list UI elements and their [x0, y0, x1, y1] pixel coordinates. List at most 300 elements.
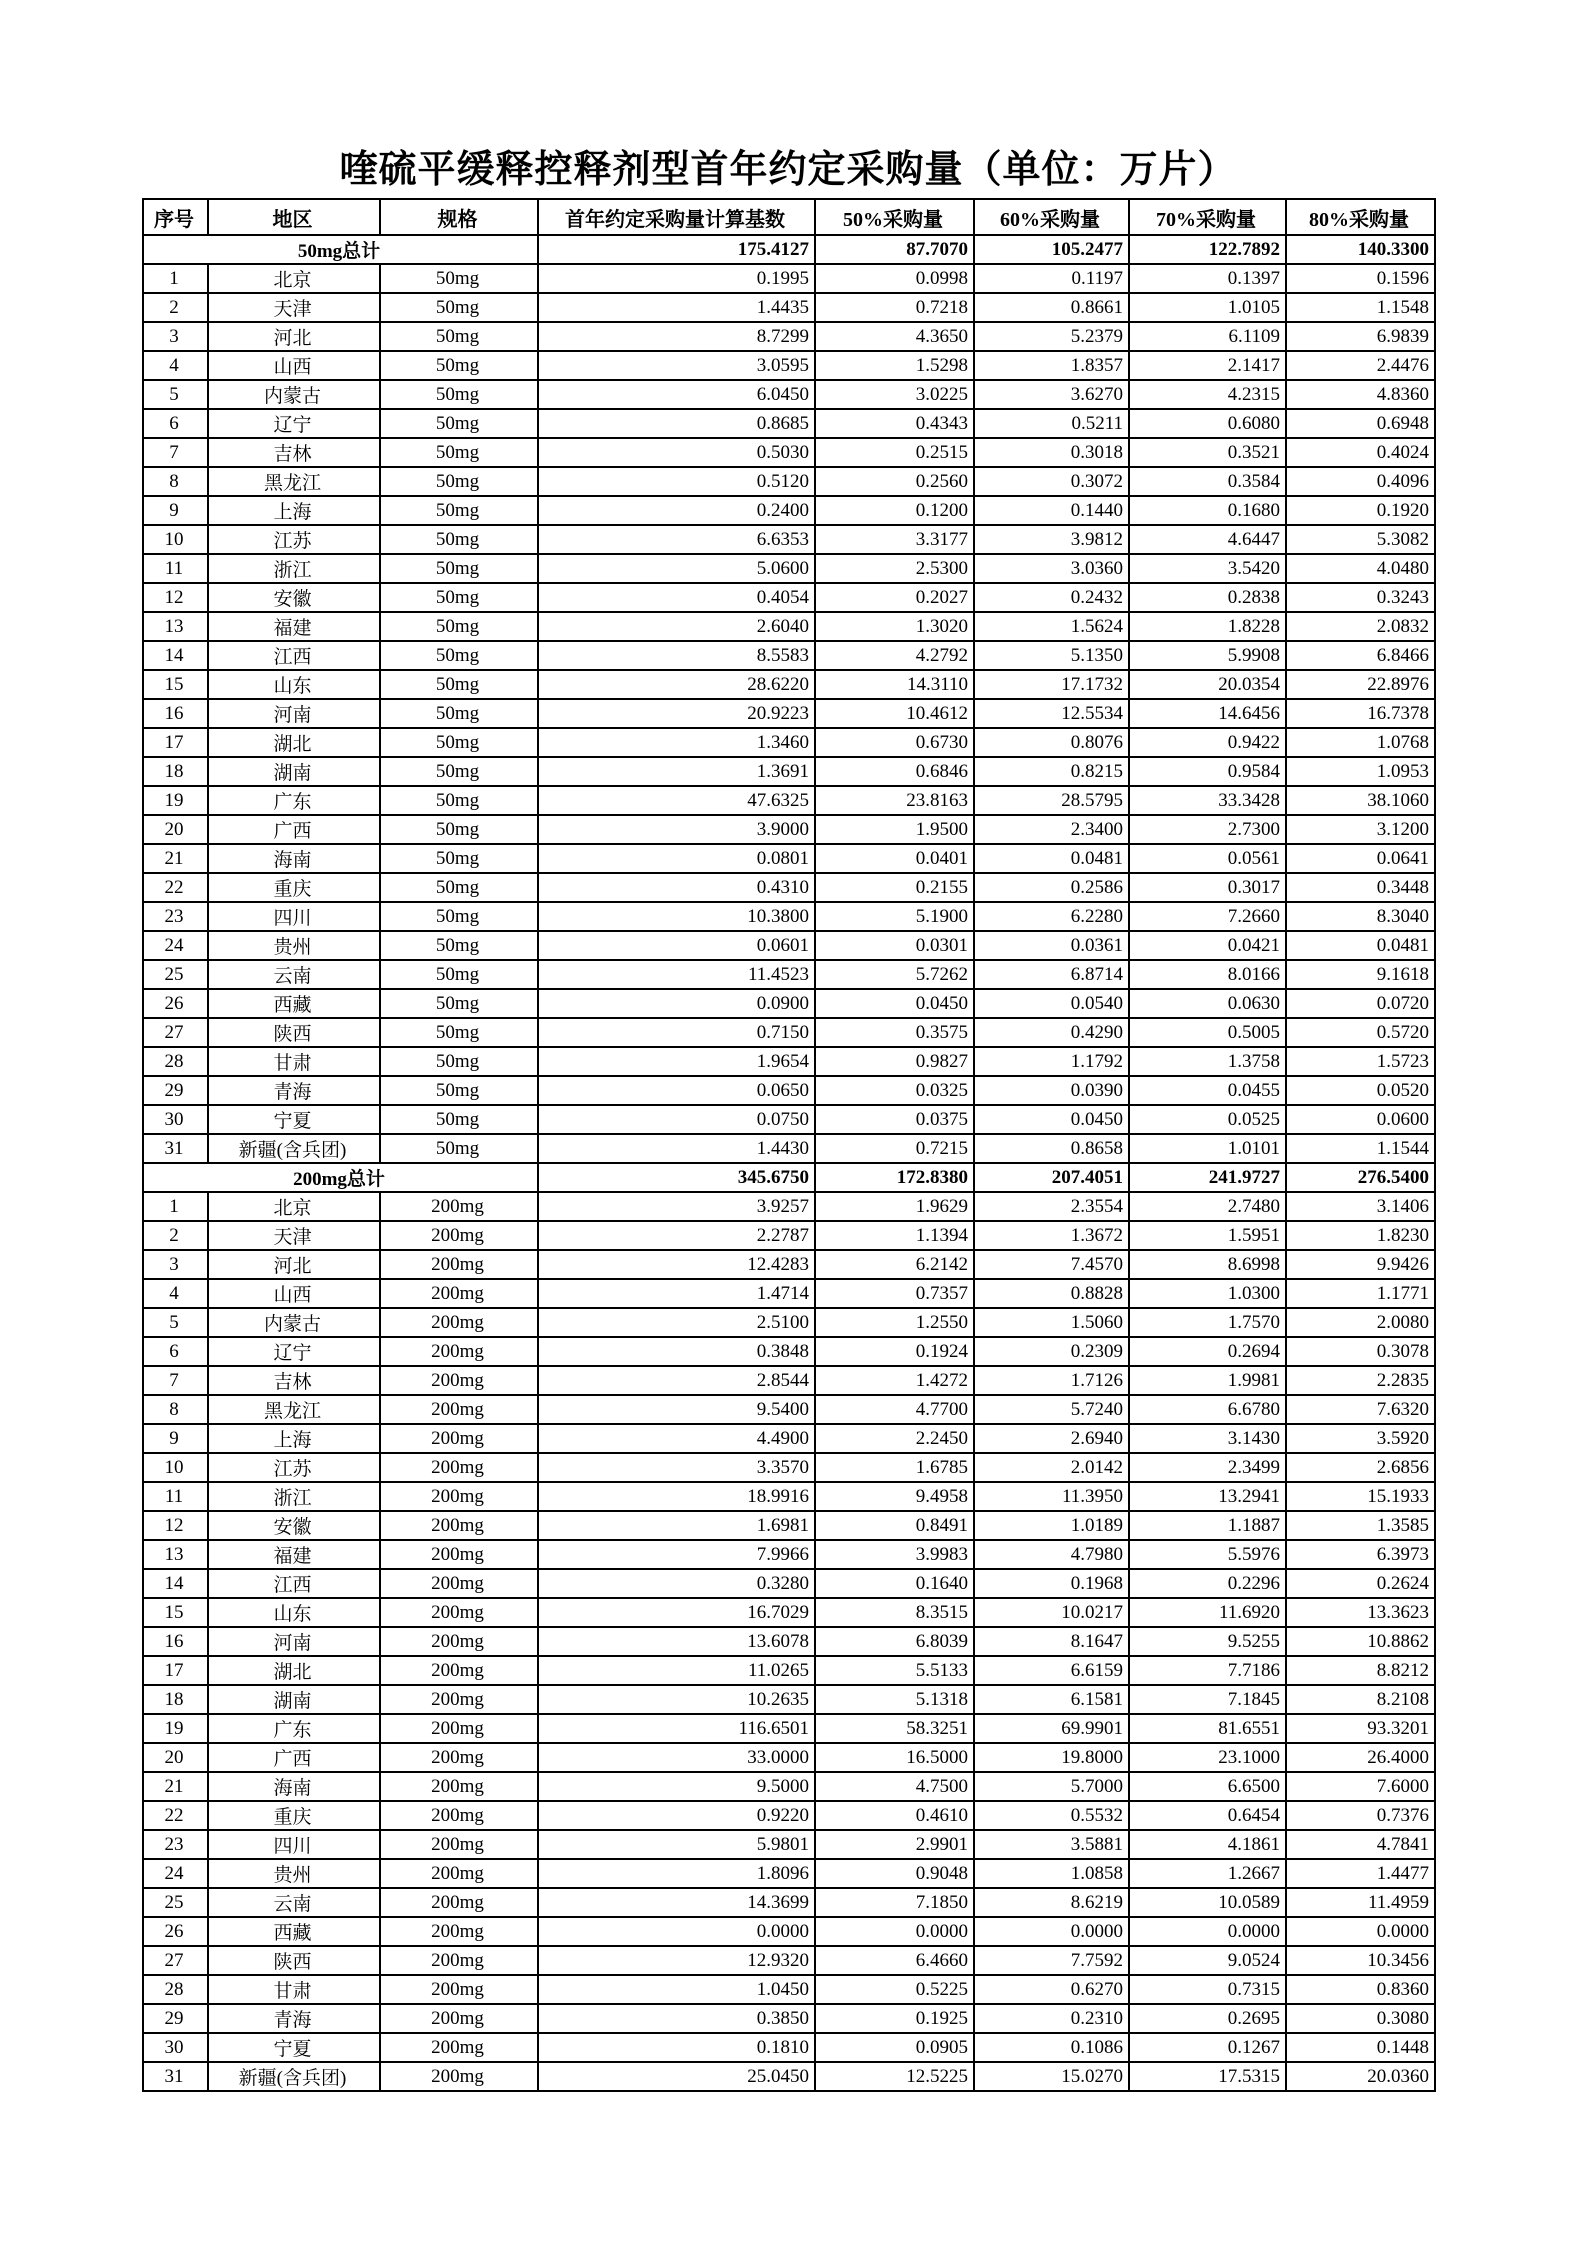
qty-50-cell: 12.5225 [815, 2062, 974, 2091]
qty-60-cell: 0.1440 [974, 496, 1129, 525]
row-index: 12 [143, 583, 208, 612]
region-cell: 黑龙江 [208, 467, 380, 496]
qty-80-cell: 20.0360 [1286, 2062, 1435, 2091]
qty-60-cell: 4.7980 [974, 1540, 1129, 1569]
qty-70-cell: 0.3584 [1129, 467, 1286, 496]
qty-50-cell: 0.9827 [815, 1047, 974, 1076]
table-row [143, 467, 1435, 496]
col-header-index: 序号 [143, 199, 208, 235]
table-row [143, 612, 1435, 641]
qty-60-cell: 0.1086 [974, 2033, 1129, 2062]
base-qty-cell: 0.7150 [538, 1018, 815, 1047]
base-qty-cell: 0.0601 [538, 931, 815, 960]
qty-60-cell: 8.1647 [974, 1627, 1129, 1656]
qty-50-cell: 0.3575 [815, 1018, 974, 1047]
spec-cell: 50mg [380, 960, 538, 989]
qty-70-cell: 0.3017 [1129, 873, 1286, 902]
qty-70-cell: 11.6920 [1129, 1598, 1286, 1627]
row-index: 22 [143, 873, 208, 902]
spec-cell: 200mg [380, 1743, 538, 1772]
base-qty-cell: 6.0450 [538, 380, 815, 409]
qty-70-cell: 81.6551 [1129, 1714, 1286, 1743]
qty-80-cell: 4.7841 [1286, 1830, 1435, 1859]
qty-50-cell: 1.1394 [815, 1221, 974, 1250]
spec-cell: 200mg [380, 1598, 538, 1627]
table-row [143, 1308, 1435, 1337]
qty-60-cell: 1.0189 [974, 1511, 1129, 1540]
qty-80-cell: 0.3080 [1286, 2004, 1435, 2033]
table-row [143, 2062, 1435, 2091]
table-row [143, 1772, 1435, 1801]
qty-80-cell: 0.4024 [1286, 438, 1435, 467]
table-row [143, 960, 1435, 989]
table-row [143, 1076, 1435, 1105]
qty-50-cell: 1.5298 [815, 351, 974, 380]
qty-80-cell: 2.0080 [1286, 1308, 1435, 1337]
qty-50-cell: 0.6846 [815, 757, 974, 786]
row-index: 2 [143, 1221, 208, 1250]
qty-70-cell: 0.2838 [1129, 583, 1286, 612]
base-qty-cell: 13.6078 [538, 1627, 815, 1656]
region-cell: 山东 [208, 670, 380, 699]
region-cell: 上海 [208, 1424, 380, 1453]
spec-cell: 50mg [380, 1105, 538, 1134]
row-index: 2 [143, 293, 208, 322]
qty-50-cell: 0.6730 [815, 728, 974, 757]
qty-60-cell: 0.3018 [974, 438, 1129, 467]
qty-60-cell: 1.5624 [974, 612, 1129, 641]
base-qty-cell: 0.0000 [538, 1917, 815, 1946]
qty-50-cell: 5.1318 [815, 1685, 974, 1714]
table-row [143, 1917, 1435, 1946]
qty-60-cell: 0.2432 [974, 583, 1129, 612]
qty-70-cell: 7.2660 [1129, 902, 1286, 931]
procurement-table [142, 198, 1436, 2092]
table-row [143, 1482, 1435, 1511]
qty-70-cell: 0.0421 [1129, 931, 1286, 960]
base-qty-cell: 1.4435 [538, 293, 815, 322]
qty-70-cell: 0.3521 [1129, 438, 1286, 467]
qty-80-cell: 0.0720 [1286, 989, 1435, 1018]
qty-70-cell: 0.6454 [1129, 1801, 1286, 1830]
qty-70-cell: 7.7186 [1129, 1656, 1286, 1685]
base-qty-cell: 25.0450 [538, 2062, 815, 2091]
region-cell: 安徽 [208, 583, 380, 612]
qty-80-cell: 5.3082 [1286, 525, 1435, 554]
qty-60-cell: 0.8658 [974, 1134, 1129, 1163]
spec-cell: 200mg [380, 1830, 538, 1859]
region-cell: 海南 [208, 1772, 380, 1801]
base-qty-cell: 0.8685 [538, 409, 815, 438]
region-cell: 北京 [208, 264, 380, 293]
qty-80-cell: 0.4096 [1286, 467, 1435, 496]
qty-80-cell: 10.3456 [1286, 1946, 1435, 1975]
table-row [143, 1859, 1435, 1888]
qty-80-cell: 22.8976 [1286, 670, 1435, 699]
qty-70-cell: 23.1000 [1129, 1743, 1286, 1772]
qty-80-cell: 13.3623 [1286, 1598, 1435, 1627]
region-cell: 河北 [208, 1250, 380, 1279]
qty-70-cell: 0.9422 [1129, 728, 1286, 757]
qty-60-cell: 0.5532 [974, 1801, 1129, 1830]
table-row [143, 1192, 1435, 1221]
base-qty-cell: 2.6040 [538, 612, 815, 641]
qty-80-cell: 6.8466 [1286, 641, 1435, 670]
base-qty-cell: 1.3691 [538, 757, 815, 786]
table-row [143, 525, 1435, 554]
region-cell: 广西 [208, 1743, 380, 1772]
qty-50-cell: 4.3650 [815, 322, 974, 351]
spec-cell: 50mg [380, 525, 538, 554]
base-qty-cell: 9.5400 [538, 1395, 815, 1424]
table-row [143, 554, 1435, 583]
qty-60-cell: 0.1968 [974, 1569, 1129, 1598]
row-index: 20 [143, 1743, 208, 1772]
qty-50-cell: 1.3020 [815, 612, 974, 641]
qty-60-cell: 17.1732 [974, 670, 1129, 699]
base-qty-cell: 0.5030 [538, 438, 815, 467]
qty-60-cell: 7.4570 [974, 1250, 1129, 1279]
table-row [143, 380, 1435, 409]
section-total-base-qty-cell: 175.4127 [538, 235, 815, 264]
spec-cell: 50mg [380, 641, 538, 670]
qty-60-cell: 0.2310 [974, 2004, 1129, 2033]
qty-50-cell: 0.1200 [815, 496, 974, 525]
qty-70-cell: 7.1845 [1129, 1685, 1286, 1714]
row-index: 28 [143, 1047, 208, 1076]
qty-60-cell: 6.8714 [974, 960, 1129, 989]
qty-80-cell: 7.6000 [1286, 1772, 1435, 1801]
qty-60-cell: 5.1350 [974, 641, 1129, 670]
table-row [143, 1685, 1435, 1714]
table-row [143, 873, 1435, 902]
spec-cell: 200mg [380, 1917, 538, 1946]
qty-70-cell: 13.2941 [1129, 1482, 1286, 1511]
qty-70-cell: 0.9584 [1129, 757, 1286, 786]
table-row [143, 786, 1435, 815]
base-qty-cell: 5.9801 [538, 1830, 815, 1859]
region-cell: 新疆(含兵团) [208, 2062, 380, 2091]
qty-50-cell: 5.1900 [815, 902, 974, 931]
row-index: 16 [143, 1627, 208, 1656]
qty-50-cell: 5.5133 [815, 1656, 974, 1685]
qty-50-cell: 0.0998 [815, 264, 974, 293]
table-row [143, 844, 1435, 873]
spec-cell: 50mg [380, 931, 538, 960]
spec-cell: 200mg [380, 1627, 538, 1656]
row-index: 14 [143, 641, 208, 670]
section-total-qty-80-cell: 140.3300 [1286, 235, 1435, 264]
table-row [143, 1511, 1435, 1540]
base-qty-cell: 0.4310 [538, 873, 815, 902]
qty-70-cell: 5.5976 [1129, 1540, 1286, 1569]
row-index: 26 [143, 1917, 208, 1946]
qty-50-cell: 0.8491 [815, 1511, 974, 1540]
spec-cell: 200mg [380, 1946, 538, 1975]
qty-70-cell: 20.0354 [1129, 670, 1286, 699]
qty-50-cell: 0.5225 [815, 1975, 974, 2004]
qty-60-cell: 0.2309 [974, 1337, 1129, 1366]
qty-70-cell: 0.1267 [1129, 2033, 1286, 2062]
qty-60-cell: 0.3072 [974, 467, 1129, 496]
region-cell: 甘肃 [208, 1047, 380, 1076]
qty-80-cell: 0.1596 [1286, 264, 1435, 293]
base-qty-cell: 2.2787 [538, 1221, 815, 1250]
base-qty-cell: 10.2635 [538, 1685, 815, 1714]
spec-cell: 50mg [380, 1047, 538, 1076]
row-index: 10 [143, 525, 208, 554]
row-index: 17 [143, 728, 208, 757]
table-row [143, 728, 1435, 757]
table-row [143, 1656, 1435, 1685]
table-row [143, 583, 1435, 612]
qty-70-cell: 1.5951 [1129, 1221, 1286, 1250]
qty-80-cell: 3.1200 [1286, 815, 1435, 844]
base-qty-cell: 0.3848 [538, 1337, 815, 1366]
qty-70-cell: 2.7300 [1129, 815, 1286, 844]
spec-cell: 50mg [380, 757, 538, 786]
qty-60-cell: 28.5795 [974, 786, 1129, 815]
row-index: 27 [143, 1018, 208, 1047]
row-index: 30 [143, 1105, 208, 1134]
region-cell: 云南 [208, 960, 380, 989]
section-total-qty-70-cell: 241.9727 [1129, 1163, 1286, 1192]
row-index: 9 [143, 496, 208, 525]
row-index: 21 [143, 844, 208, 873]
col-header-qty-50: 50%采购量 [815, 199, 974, 235]
row-index: 3 [143, 1250, 208, 1279]
section-total-label: 200mg总计 [143, 1163, 538, 1192]
qty-70-cell: 2.1417 [1129, 351, 1286, 380]
table-row [143, 931, 1435, 960]
spec-cell: 50mg [380, 699, 538, 728]
row-index: 21 [143, 1772, 208, 1801]
qty-60-cell: 0.0540 [974, 989, 1129, 1018]
row-index: 30 [143, 2033, 208, 2062]
qty-80-cell: 8.3040 [1286, 902, 1435, 931]
table-row [143, 1714, 1435, 1743]
qty-80-cell: 8.2108 [1286, 1685, 1435, 1714]
spec-cell: 50mg [380, 554, 538, 583]
section-total-qty-80-cell: 276.5400 [1286, 1163, 1435, 1192]
region-cell: 安徽 [208, 1511, 380, 1540]
spec-cell: 50mg [380, 351, 538, 380]
col-header-qty-60: 60%采购量 [974, 199, 1129, 235]
spec-cell: 50mg [380, 322, 538, 351]
base-qty-cell: 1.6981 [538, 1511, 815, 1540]
qty-60-cell: 0.0000 [974, 1917, 1129, 1946]
table-row [143, 757, 1435, 786]
qty-60-cell: 0.8215 [974, 757, 1129, 786]
spec-cell: 200mg [380, 1424, 538, 1453]
qty-50-cell: 9.4958 [815, 1482, 974, 1511]
qty-70-cell: 6.6780 [1129, 1395, 1286, 1424]
spec-cell: 200mg [380, 1656, 538, 1685]
spec-cell: 50mg [380, 1018, 538, 1047]
qty-50-cell: 0.2027 [815, 583, 974, 612]
spec-cell: 50mg [380, 293, 538, 322]
table-row [143, 1279, 1435, 1308]
qty-80-cell: 0.7376 [1286, 1801, 1435, 1830]
qty-60-cell: 5.7240 [974, 1395, 1129, 1424]
qty-60-cell: 0.0361 [974, 931, 1129, 960]
qty-80-cell: 0.0641 [1286, 844, 1435, 873]
qty-50-cell: 0.7215 [815, 1134, 974, 1163]
table-row [143, 351, 1435, 380]
qty-50-cell: 3.9983 [815, 1540, 974, 1569]
base-qty-cell: 11.4523 [538, 960, 815, 989]
qty-80-cell: 0.8360 [1286, 1975, 1435, 2004]
qty-60-cell: 3.0360 [974, 554, 1129, 583]
spec-cell: 50mg [380, 583, 538, 612]
table-row [143, 1105, 1435, 1134]
region-cell: 陕西 [208, 1018, 380, 1047]
base-qty-cell: 8.7299 [538, 322, 815, 351]
table-row [143, 264, 1435, 293]
col-header-qty-80: 80%采购量 [1286, 199, 1435, 235]
qty-80-cell: 0.6948 [1286, 409, 1435, 438]
spec-cell: 200mg [380, 1192, 538, 1221]
qty-50-cell: 6.4660 [815, 1946, 974, 1975]
row-index: 4 [143, 351, 208, 380]
col-header-spec: 规格 [380, 199, 538, 235]
qty-60-cell: 3.6270 [974, 380, 1129, 409]
qty-60-cell: 6.6159 [974, 1656, 1129, 1685]
base-qty-cell: 0.9220 [538, 1801, 815, 1830]
row-index: 24 [143, 931, 208, 960]
qty-80-cell: 38.1060 [1286, 786, 1435, 815]
spec-cell: 200mg [380, 2033, 538, 2062]
row-index: 18 [143, 1685, 208, 1714]
qty-60-cell: 6.1581 [974, 1685, 1129, 1714]
table-row [143, 1540, 1435, 1569]
qty-60-cell: 8.6219 [974, 1888, 1129, 1917]
qty-50-cell: 0.4343 [815, 409, 974, 438]
qty-70-cell: 2.7480 [1129, 1192, 1286, 1221]
qty-50-cell: 0.9048 [815, 1859, 974, 1888]
spec-cell: 50mg [380, 844, 538, 873]
qty-80-cell: 2.0832 [1286, 612, 1435, 641]
qty-50-cell: 10.4612 [815, 699, 974, 728]
table-row [143, 1888, 1435, 1917]
row-index: 27 [143, 1946, 208, 1975]
qty-80-cell: 26.4000 [1286, 1743, 1435, 1772]
qty-60-cell: 2.3400 [974, 815, 1129, 844]
region-cell: 内蒙古 [208, 1308, 380, 1337]
spec-cell: 200mg [380, 1221, 538, 1250]
region-cell: 贵州 [208, 931, 380, 960]
spec-cell: 50mg [380, 728, 538, 757]
qty-80-cell: 0.1448 [1286, 2033, 1435, 2062]
region-cell: 青海 [208, 1076, 380, 1105]
base-qty-cell: 0.1995 [538, 264, 815, 293]
row-index: 29 [143, 2004, 208, 2033]
qty-60-cell: 3.5881 [974, 1830, 1129, 1859]
qty-70-cell: 4.2315 [1129, 380, 1286, 409]
spec-cell: 50mg [380, 786, 538, 815]
base-qty-cell: 12.9320 [538, 1946, 815, 1975]
row-index: 7 [143, 438, 208, 467]
qty-50-cell: 0.1925 [815, 2004, 974, 2033]
qty-70-cell: 8.6998 [1129, 1250, 1286, 1279]
qty-60-cell: 5.2379 [974, 322, 1129, 351]
base-qty-cell: 47.6325 [538, 786, 815, 815]
base-qty-cell: 5.0600 [538, 554, 815, 583]
qty-50-cell: 16.5000 [815, 1743, 974, 1772]
qty-70-cell: 0.0630 [1129, 989, 1286, 1018]
qty-70-cell: 10.0589 [1129, 1888, 1286, 1917]
qty-60-cell: 5.7000 [974, 1772, 1129, 1801]
qty-80-cell: 1.1548 [1286, 293, 1435, 322]
qty-80-cell: 8.8212 [1286, 1656, 1435, 1685]
region-cell: 辽宁 [208, 1337, 380, 1366]
qty-80-cell: 1.0768 [1286, 728, 1435, 757]
base-qty-cell: 9.5000 [538, 1772, 815, 1801]
base-qty-cell: 12.4283 [538, 1250, 815, 1279]
region-cell: 江苏 [208, 1453, 380, 1482]
table-row [143, 1250, 1435, 1279]
row-index: 13 [143, 612, 208, 641]
base-qty-cell: 33.0000 [538, 1743, 815, 1772]
qty-80-cell: 2.6856 [1286, 1453, 1435, 1482]
region-cell: 西藏 [208, 1917, 380, 1946]
spec-cell: 50mg [380, 380, 538, 409]
qty-50-cell: 8.3515 [815, 1598, 974, 1627]
qty-70-cell: 0.2695 [1129, 2004, 1286, 2033]
region-cell: 山西 [208, 351, 380, 380]
table-row [143, 902, 1435, 931]
region-cell: 西藏 [208, 989, 380, 1018]
qty-70-cell: 0.5005 [1129, 1018, 1286, 1047]
row-index: 1 [143, 1192, 208, 1221]
spec-cell: 200mg [380, 1540, 538, 1569]
qty-70-cell: 14.6456 [1129, 699, 1286, 728]
qty-60-cell: 0.8076 [974, 728, 1129, 757]
qty-50-cell: 1.6785 [815, 1453, 974, 1482]
qty-80-cell: 0.5720 [1286, 1018, 1435, 1047]
row-index: 6 [143, 409, 208, 438]
qty-50-cell: 0.7357 [815, 1279, 974, 1308]
qty-60-cell: 11.3950 [974, 1482, 1129, 1511]
row-index: 31 [143, 2062, 208, 2091]
qty-50-cell: 0.0401 [815, 844, 974, 873]
base-qty-cell: 1.0450 [538, 1975, 815, 2004]
qty-60-cell: 0.2586 [974, 873, 1129, 902]
spec-cell: 200mg [380, 1975, 538, 2004]
qty-50-cell: 3.3177 [815, 525, 974, 554]
qty-60-cell: 0.1197 [974, 264, 1129, 293]
base-qty-cell: 1.8096 [538, 1859, 815, 1888]
base-qty-cell: 0.0900 [538, 989, 815, 1018]
table-row [143, 1018, 1435, 1047]
base-qty-cell: 3.0595 [538, 351, 815, 380]
table-row [143, 2033, 1435, 2062]
qty-50-cell: 0.2560 [815, 467, 974, 496]
section-total-qty-60-cell: 105.2477 [974, 235, 1129, 264]
region-cell: 福建 [208, 612, 380, 641]
qty-50-cell: 0.0905 [815, 2033, 974, 2062]
row-index: 15 [143, 1598, 208, 1627]
region-cell: 重庆 [208, 1801, 380, 1830]
row-index: 24 [143, 1859, 208, 1888]
qty-50-cell: 0.0375 [815, 1105, 974, 1134]
qty-50-cell: 2.9901 [815, 1830, 974, 1859]
qty-70-cell: 1.0105 [1129, 293, 1286, 322]
qty-80-cell: 11.4959 [1286, 1888, 1435, 1917]
region-cell: 湖南 [208, 757, 380, 786]
region-cell: 浙江 [208, 1482, 380, 1511]
region-cell: 广西 [208, 815, 380, 844]
